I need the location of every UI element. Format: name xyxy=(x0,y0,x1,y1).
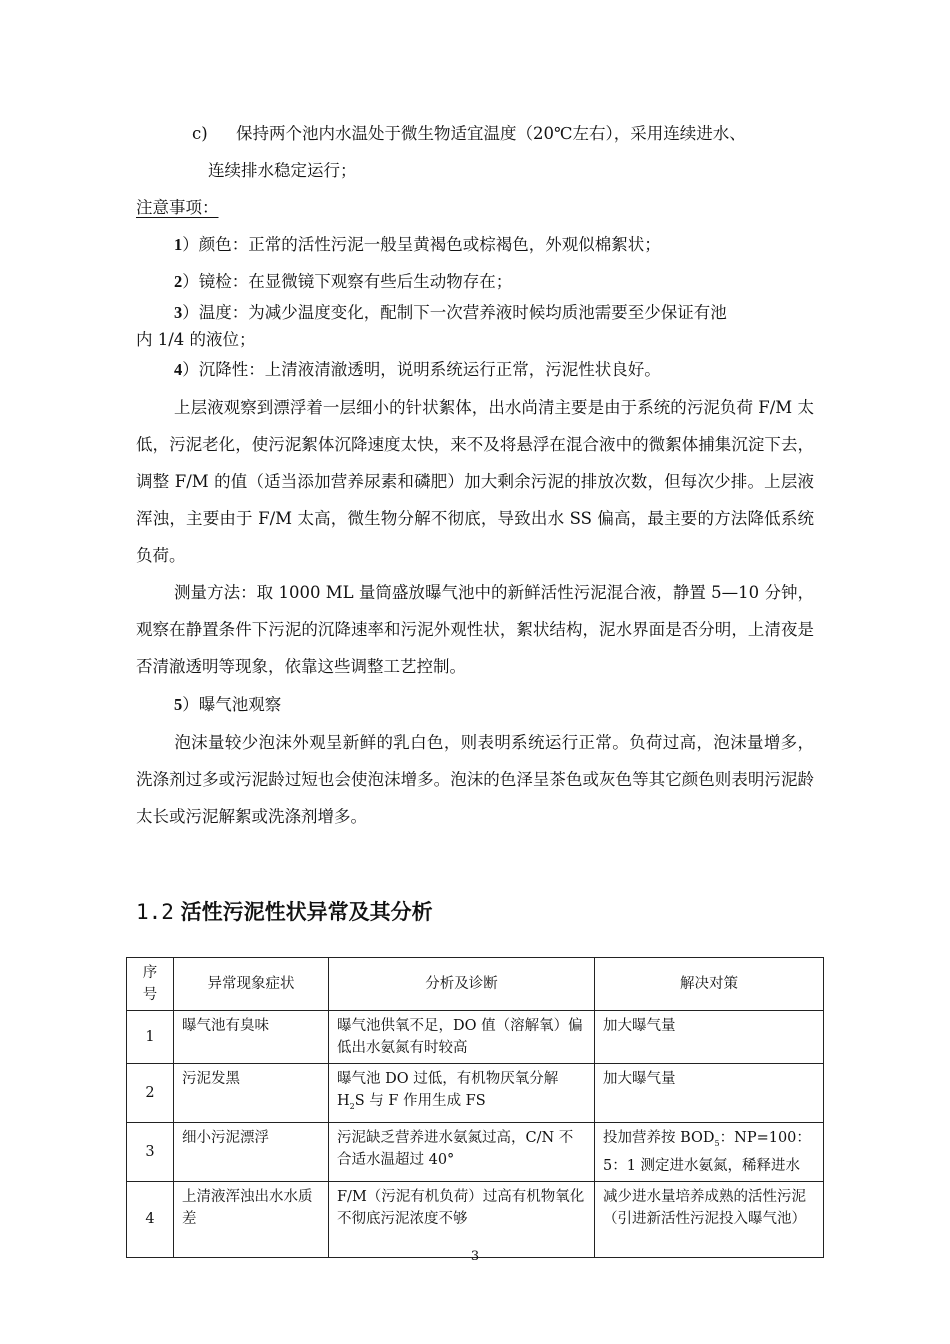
row-no: 2 xyxy=(127,1064,174,1123)
note-item-4-text: ）沉降性：上清液清澈透明，说明系统运行正常，污泥性状良好。 xyxy=(182,360,661,379)
row-symptom: 上清液浑浊出水水质差 xyxy=(174,1181,329,1257)
row-solution-part-a: 投加营养按 BOD xyxy=(603,1129,715,1146)
note-item-2-num: 2 xyxy=(174,272,183,291)
abnormal-sludge-table xyxy=(126,957,824,1258)
table-header-row xyxy=(127,958,824,1011)
row-analysis xyxy=(329,1064,595,1123)
note-item-2-text: ）镜检：在显微镜下观察有些后生动物存在； xyxy=(182,272,513,291)
header-solution: 解决对策 xyxy=(595,958,824,1011)
row-analysis-subscript: 2 xyxy=(349,1101,355,1111)
row-symptom: 细小污泥漂浮 xyxy=(174,1122,329,1181)
row-analysis-part-b: S 与 F 作用生成 FS xyxy=(354,1093,486,1109)
section-title: 活性污泥性状异常及其分析 xyxy=(180,900,433,924)
row-solution-part-b: ：NP=100：5：1 测定进水氨氮，稀释进水 xyxy=(603,1129,811,1174)
row-symptom: 污泥发黑 xyxy=(174,1064,329,1123)
note-item-1 xyxy=(174,235,661,255)
note-item-3-text: ）温度：为减少温度变化，配制下一次营养液时候均质池需要至少保证有池 xyxy=(182,303,727,322)
paragraph-foam xyxy=(136,724,814,835)
paragraph-floating-floc xyxy=(136,389,814,574)
item-5-num: 5 xyxy=(174,695,183,714)
row-solution-subscript: 5 xyxy=(714,1138,720,1148)
note-item-1-text: ）颜色：正常的活性污泥一般呈黄褐色或棕褐色，外观似棉絮状； xyxy=(182,235,661,254)
note-item-3-cont: 内 1/4 的液位； xyxy=(136,330,256,349)
row-no: 3 xyxy=(127,1122,174,1181)
section-heading xyxy=(136,898,433,926)
row-analysis: 曝气池供氧不足，DO 值（溶解氧）偏低出水氨氮有时较高 xyxy=(329,1011,595,1064)
header-no: 序号 xyxy=(127,958,174,1011)
item-c-line2: 连续排水稳定运行； xyxy=(208,161,357,180)
row-solution xyxy=(595,1122,824,1181)
row-analysis: 污泥缺乏营养进水氨氮过高，C/N 不合适水温超过 40° xyxy=(329,1122,595,1181)
paragraph-measure-method xyxy=(136,574,814,685)
row-solution: 加大曝气量 xyxy=(595,1064,824,1123)
table-row xyxy=(127,1122,824,1181)
row-solution: 减少进水量培养成熟的活性污泥（引进新活性污泥投入曝气池） xyxy=(595,1181,824,1257)
item-5-text: ）曝气池观察 xyxy=(182,695,282,714)
header-symptom: 异常现象症状 xyxy=(174,958,329,1011)
paragraph-floating-floc-text: 上层液观察到漂浮着一层细小的针状絮体，出水尚清主要是由于系统的污泥负荷 F/M 太低，污泥老化，使污泥絮体沉降速度太快，来不及将悬浮在混合液中的微絮体捕集沉淀下去，调整 F/M 的值（适当添加营养尿素和磷肥）加大剩余污泥的排放次数，但每次少排。上层液浑浊，主要由于 F/M 太高，微生物分解不彻底，导致出水 SS 偏高，最主要的方法降低系统负荷。 xyxy=(136,398,814,565)
row-solution: 加大曝气量 xyxy=(595,1011,824,1064)
page-number: 3 xyxy=(470,1249,480,1264)
item-c-line1: 保持两个池内水温处于微生物适宜温度（20℃左右），采用连续进水、 xyxy=(236,124,746,143)
paragraph-foam-text: 泡沫量较少泡沫外观呈新鲜的乳白色，则表明系统运行正常。负荷过高，泡沫量增多，洗涤剂过多或污泥龄过短也会使泡沫增多。泡沫的色泽呈茶色或灰色等其它颜色则表明污泥龄太长或污泥解絮或洗涤剂增多。 xyxy=(136,733,814,826)
section-number: 1.2 xyxy=(136,900,174,924)
paragraph-measure-method-text: 测量方法：取 1000 ML 量筒盛放曝气池中的新鲜活性污泥混合液，静置 5—10 分钟，观察在静置条件下污泥的沉降速率和污泥外观性状，絮状结构，泥水界面是否分明，上清夜是否清澈透明等现象，依靠这些调整工艺控制。 xyxy=(136,583,814,676)
row-no: 1 xyxy=(127,1011,174,1064)
row-symptom: 曝气池有臭味 xyxy=(174,1011,329,1064)
notes-title: 注意事项： xyxy=(136,198,219,217)
header-analysis: 分析及诊断 xyxy=(329,958,595,1011)
note-item-3 xyxy=(174,303,727,323)
table-row xyxy=(127,1011,824,1064)
note-item-4-num: 4 xyxy=(174,360,183,379)
note-item-4 xyxy=(174,360,661,380)
table-row xyxy=(127,1181,824,1257)
item-c-marker: c) xyxy=(192,124,208,143)
note-item-1-num: 1 xyxy=(174,235,183,254)
row-no: 4 xyxy=(127,1181,174,1257)
item-5 xyxy=(174,695,281,715)
row-analysis-part-a: 曝气池 DO 过低，有机物厌氧分解 H xyxy=(337,1071,559,1109)
note-item-2 xyxy=(174,272,512,292)
note-item-3-num: 3 xyxy=(174,303,183,322)
table-row xyxy=(127,1064,824,1123)
row-analysis: F/M（污泥有机负荷）过高有机物氧化不彻底污泥浓度不够 xyxy=(329,1181,595,1257)
